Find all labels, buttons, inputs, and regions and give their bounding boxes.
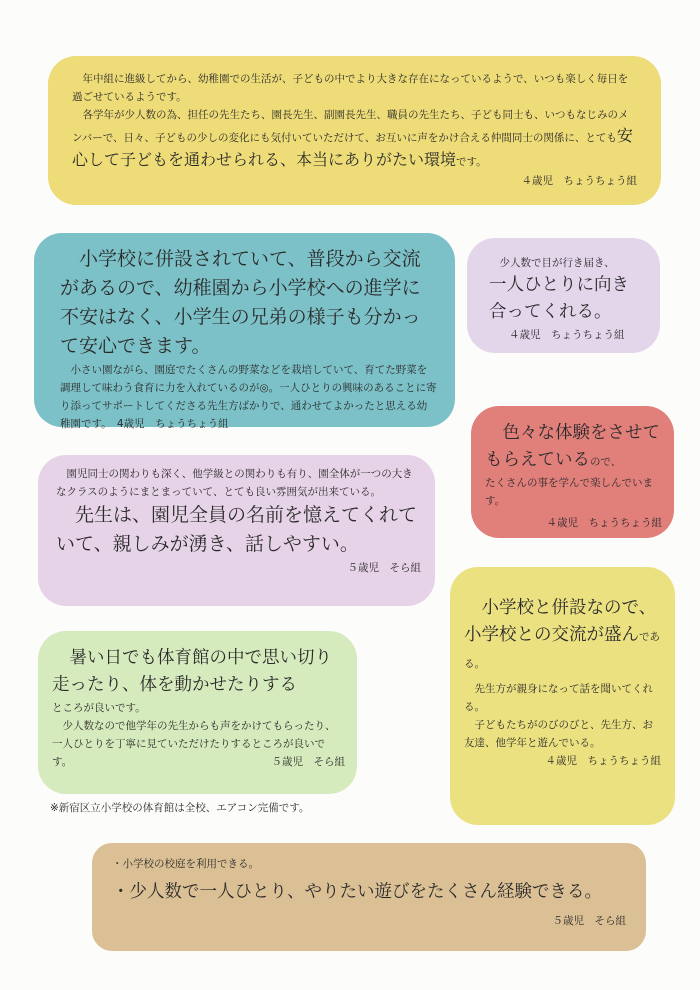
highlight-text: 小学校に併設されていて、普段から交流があるので、幼稚園から小学校への進学に不安はなく、小学生の兄弟の様子も分かって安心できます。 <box>60 248 421 357</box>
class-signature: ５歳児 そら組 <box>347 562 421 574</box>
highlight-text: ・少人数で一人ひとり、やりたい遊びをたくさん経験できる。 <box>112 882 602 902</box>
comment-card-7 <box>450 567 675 825</box>
comment-text <box>72 106 637 172</box>
comment-text: 年中組に進級してから、幼稚園での生活が、子どもの中でより大きな存在になっているようで、いつも楽しく毎日を過ごせているようです。 <box>72 73 629 103</box>
comment-text-part: 小さい園ながら、園庭でたくさんの野菜などを栽培していて、育てた野菜を調理して味わう食育に力を入れているのが◎。一人ひとりの興味のあることに寄り添ってサポートしてくださる先生方ばかりで、通わせてよかったと思える幼稚園です。 <box>60 364 437 430</box>
highlight-text <box>485 420 662 474</box>
comment-text <box>60 361 437 433</box>
class-signature: ４歳児 ちょうちょう組 <box>521 175 637 187</box>
highlight-text: 一人ひとりに向き合ってくれる。 <box>489 275 629 322</box>
class-signature: ５歳児 そら組 <box>552 915 626 927</box>
highlight-text: 暑い日でも体育館の中で思い切り走ったり、体を動かせたりする <box>52 648 332 695</box>
class-signature: ４歳児 ちょうちょう組 <box>509 329 625 341</box>
comment-text-part: です。 <box>456 156 487 168</box>
comment-card-6 <box>38 631 357 794</box>
class-signature: 4歳児 ちょうちょう組 <box>106 418 229 430</box>
comment-text: ・小学校の校庭を利用できる。 <box>112 858 259 870</box>
highlight-text: 安心して子どもを通わせられる、本当にありがたい環境 <box>72 126 633 169</box>
comment-text-part: ので、 <box>590 456 622 468</box>
class-signature: ４歳児 ちょうちょう組 <box>545 755 661 767</box>
comment-text: 少人数なので他学年の先生からも声をかけてもらったり、一人ひとりを丁寧に見ていただけたりするところが良いです。 <box>52 720 336 768</box>
comment-text: ところが良いです。 <box>52 702 146 714</box>
comment-text: たくさんの事を学んで楽しんでいます。 <box>485 477 653 507</box>
comment-text: 園児同士の関わりも深く、他学級との関わりも有り、園全体が一つの大きなクラスのようにまとまっていて、とても良い雰囲気が出来ている。 <box>56 468 413 498</box>
highlight-part: 小学校と併設なので、小学校との交流が盛ん <box>464 598 657 645</box>
comment-text: 先生方が親身になって話を聞いてくれる。 <box>464 683 653 713</box>
comment-card-3 <box>467 238 660 353</box>
highlight-text: 先生は、園児全員の名前を憶えてくれていて、親しみが湧き、話しやすい。 <box>56 504 418 555</box>
comment-text-part: 各学年が少人数の為、担任の先生たち、園長先生、副園長先生、職員の先生たち、子ども同士も、いつもなじみのメンバーで、日々、子どもの少しの変化にも気付いていただけて、お互いに声をかけ合える仲間同士の関係に、とても <box>72 109 629 144</box>
comment-text: 少人数で目が行き届き、 <box>499 257 615 269</box>
comment-card-1 <box>48 56 661 205</box>
class-signature: ４歳児 ちょうちょう組 <box>546 517 662 529</box>
comment-card-2 <box>34 233 455 430</box>
comment-card-4 <box>471 406 674 538</box>
comment-text-part: である。 <box>464 631 660 670</box>
footnote: ※新宿区立小学校の体育館は全校、エアコン完備です。 <box>50 802 310 814</box>
class-signature: ５歳児 そら組 <box>271 756 345 768</box>
comment-card-8 <box>92 843 646 951</box>
highlight-text <box>464 595 661 676</box>
highlight-part: 色々な体験をさせてもらえている <box>485 423 660 470</box>
comment-card-5 <box>38 455 435 606</box>
comment-text: 子どもたちがのびのびと、先生方、お友達、他学年と遊んでいる。 <box>464 719 653 749</box>
